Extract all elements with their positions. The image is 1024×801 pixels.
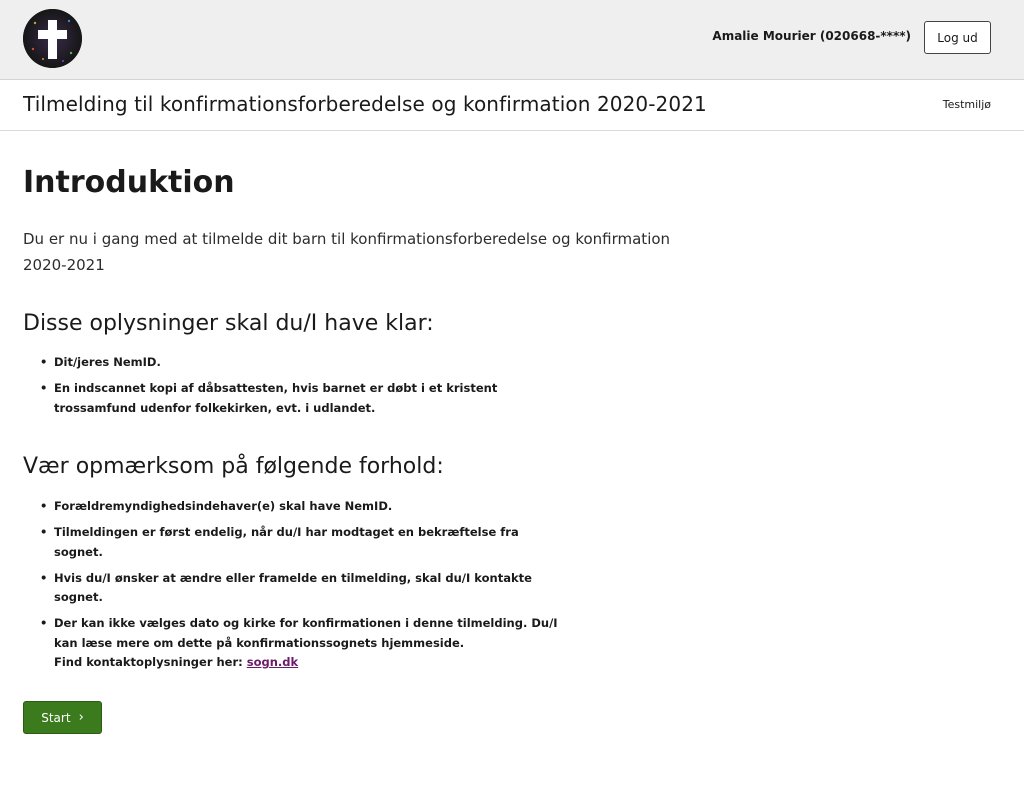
contact-prefix: Find kontaktoplysninger her:: [54, 655, 247, 669]
top-header: [0, 0, 1024, 80]
start-button-label: Start: [41, 710, 71, 725]
conditions-list: [40, 497, 560, 679]
logout-button[interactable]: Log ud: [924, 21, 991, 54]
user-name: Amalie Mourier (020668-****): [712, 29, 911, 43]
list-item: • En indscannet kopi af dåbsattesten, hvis barnet er døbt i et kristent trossamfund udenfor folkekirken, evt. i udlandet.: [40, 379, 560, 418]
environment-label: Testmiljø: [942, 98, 991, 111]
list-item: • Forældremyndighedsindehaver(e) skal have NemID.: [40, 497, 560, 517]
start-button[interactable]: [23, 701, 102, 734]
list-item-text: Der kan ikke vælges dato og kirke for konfirmationen i denne tilmelding. Du/I kan læse mere om dette på konfirmationssognets hjemmeside.: [54, 616, 558, 650]
intro-text: Du er nu i gang med at tilmelde dit barn til konfirmationsforberedelse og konfirmation 2020-2021: [23, 230, 671, 274]
section-heading-requirements: Disse oplysninger skal du/I have klar:: [23, 311, 434, 336]
page-title: Introduktion: [23, 165, 235, 200]
section-heading-conditions: Vær opmærksom på følgende forhold:: [23, 454, 444, 479]
requirements-list: [40, 353, 560, 425]
list-item: • Dit/jeres NemID.: [40, 353, 560, 373]
chevron-right-icon: ›: [78, 710, 84, 725]
title-bar: [0, 80, 1024, 131]
sogn-link[interactable]: sogn.dk: [246, 655, 299, 669]
list-item: • Hvis du/I ønsker at ændre eller framelde en tilmelding, skal du/I kontakte sognet.: [40, 569, 560, 608]
list-item: [40, 614, 560, 673]
list-item: • Tilmeldingen er først endelig, når du/I har modtaget en bekræftelse fra sognet.: [40, 523, 560, 562]
church-cross-logo-icon[interactable]: [23, 9, 82, 68]
app-title: Tilmelding til konfirmationsforberedelse og konfirmation 2020-2021: [23, 92, 707, 116]
